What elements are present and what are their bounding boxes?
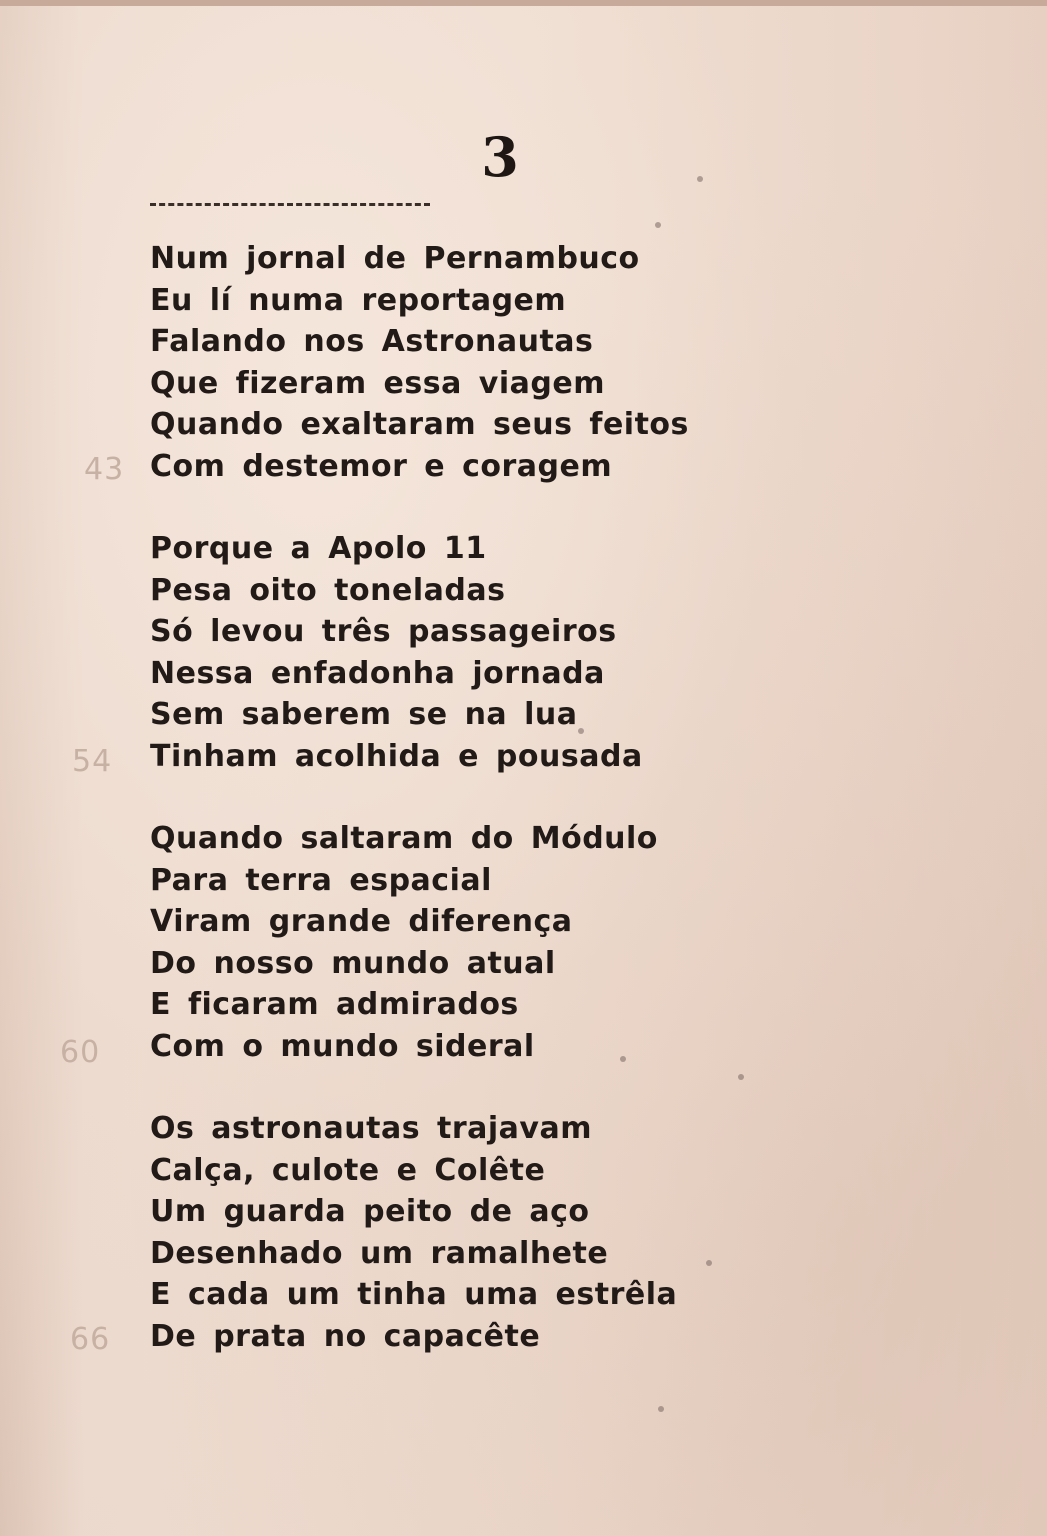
poem-line: Sem saberem se na lua [150,697,578,732]
paper-speck [658,1406,664,1412]
poem-line: Viram grande diferença [150,904,573,939]
poem-line: Para terra espacial [150,862,492,898]
paper-speck [620,1056,626,1062]
poem-line: Desenhado um ramalhete [150,1235,609,1271]
poem-line: Falando nos Astronautas [150,324,594,359]
margin-note-2: 54 [72,744,113,779]
paper-speck [655,222,661,228]
page-number: 3 [481,125,519,189]
poem-line: Num jornal de Pernambuco [150,241,640,276]
poem-line: Eu lí numa reportagem [150,282,567,318]
margin-note-3: 60 [60,1035,101,1070]
poem-line: Nessa enfadonha jornada [150,655,605,691]
poem-body [150,238,710,1398]
margin-note-1: 43 [84,452,125,487]
page-top-edge [0,0,1047,6]
margin-note-4: 66 [70,1322,111,1357]
poem-line: Quando saltaram do Módulo [150,821,658,856]
poem-line: Um guarda peito de aço [150,1194,590,1229]
poem-line: Com o mundo sideral [150,1028,535,1064]
poem-line: Porque a Apolo 11 [150,531,487,566]
poem-line: E ficaram admirados [150,987,519,1022]
paper-speck [738,1074,744,1080]
stanza-2 [150,528,710,777]
paper-speck [706,1260,712,1266]
poem-line: Quando exaltaram seus feitos [150,407,689,442]
poem-line: Tinham acolhida e pousada [150,738,643,774]
poem-line: Só levou três passageiros [150,614,617,649]
poem-line: Do nosso mundo atual [150,945,556,981]
poem-line: Os astronautas trajavam [150,1111,592,1146]
poem-line: Com destemor e coragem [150,448,613,484]
poem-line: E cada um tinha uma estrêla [150,1277,678,1312]
poem-line: Calça, culote e Colête [150,1152,546,1188]
poem-line: Que fizeram essa viagem [150,365,605,401]
poem-line: Pesa oito toneladas [150,572,506,608]
paper-speck [578,728,584,734]
stanza-3 [150,818,710,1067]
poem-line: De prata no capacête [150,1318,541,1354]
header-rule [150,203,430,206]
stanza-1 [150,238,710,487]
paper-speck [697,176,703,182]
stanza-4 [150,1108,710,1357]
